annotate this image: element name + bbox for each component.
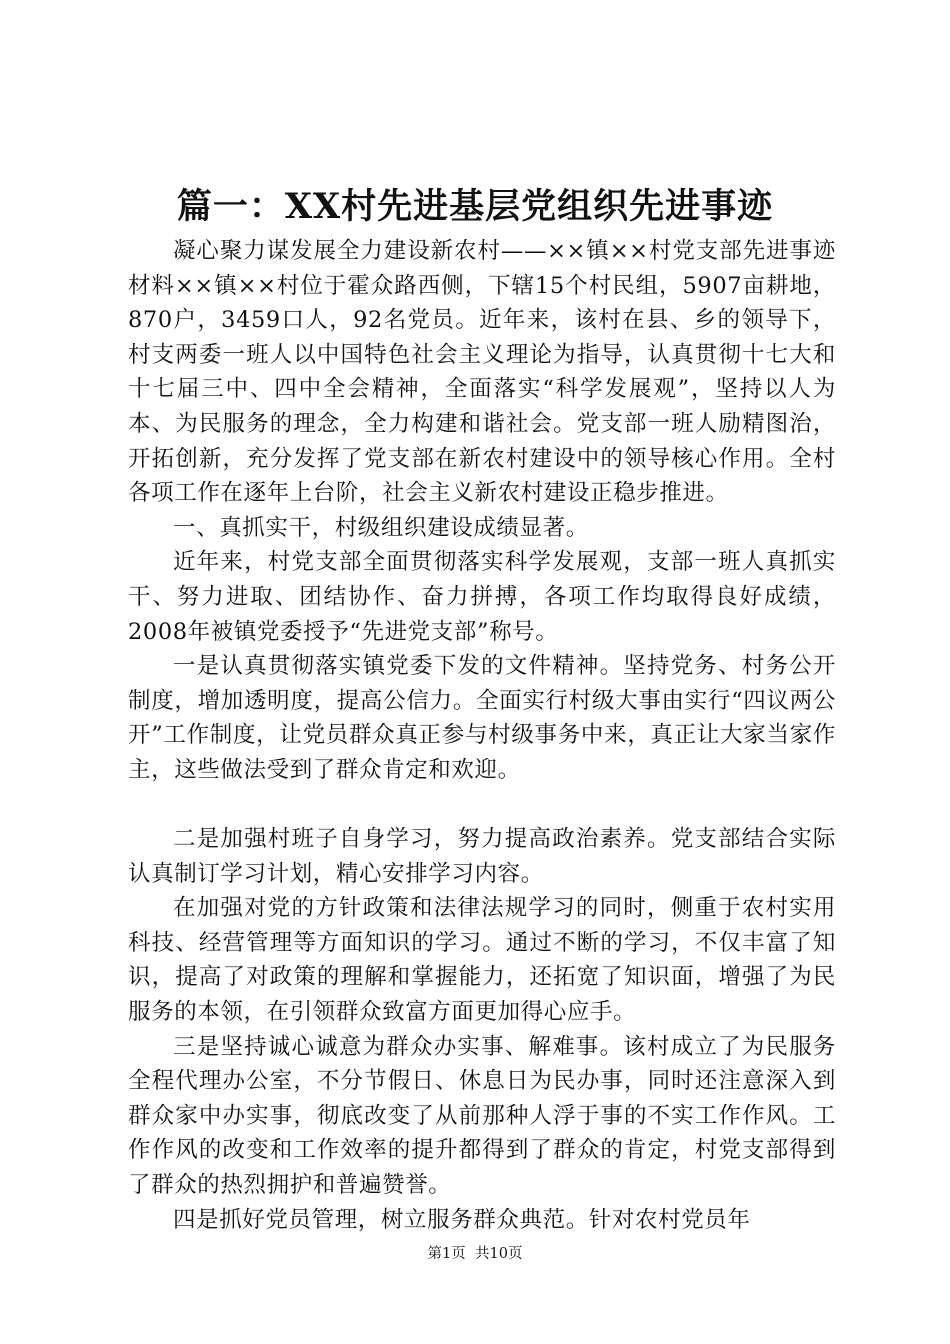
paragraph-point-2-detail: 在加强对党的方针政策和法律法规学习的同时，侧重于农村实用科技、经营管理等方面知识的学习。通过不断的学习，不仅丰富了知识，提高了对政策的理解和掌握能力，还拓宽了知识面，增强了为民服务的本领，在引领群众致富方面更加得心应手。 [128, 895, 836, 1026]
paragraph-point-3: 三是坚持诚心诚意为群众办实事、解难事。该村成立了为民服务全程代理办公室，不分节假日、休息日为民办事，同时还注意深入到群众家中办实事，彻底改变了从前那种人浮于事的不实工作作风。工作作风的改变和工作效率的提升都得到了群众的肯定，村党支部得到了群众的热烈拥护和普遍赞誉。 [128, 1033, 836, 1199]
document-body [128, 234, 836, 1237]
paragraph-point-1: 一是认真贯彻落实镇党委下发的文件精神。坚持党务、村务公开制度，增加透明度，提高公信力。全面实行村级大事由实行“四议两公开”工作制度，让党员群众真正参与村级事务中来，真正让大家当家作主，这些做法受到了群众肯定和欢迎。 [128, 653, 836, 783]
page-total: 共10页 [475, 1246, 523, 1262]
paragraph-intro: 凝心聚力谋发展全力建设新农村——××镇××村党支部先进事迹材料××镇××村位于霍众路西侧，下辖15个村民组，5907亩耕地，870户，3459口人，92名党员。近年来，该村在县、乡的领导下，村支两委一班人以中国特色社会主义理论为指导，认真贯彻十七大和十七届三中、四中全会精神，全面落实“科学发展观”，坚持以人为本、为民服务的理念，全力构建和谐社会。党支部一班人励精图治，开拓创新，充分发挥了党支部在新农村建设中的领导核心作用。全村各项工作在逐年上台阶，社会主义新农村建设正稳步推进。 [128, 238, 836, 507]
paragraph-section-1: 近年来，村党支部全面贯彻落实科学发展观，支部一班人真抓实干、努力进取、团结协作、奋力拼搏，各项工作均取得良好成绩，2008年被镇党委授予“先进党支部”称号。 [128, 549, 836, 645]
paragraph-point-4: 四是抓好党员管理，树立服务群众典范。针对农村党员年 [173, 1206, 751, 1233]
page-number: 第1页 [427, 1246, 466, 1262]
footer-separator [466, 1246, 475, 1262]
document-title: 篇一：XX村先进基层党组织先进事迹 [176, 186, 774, 227]
page-footer [0, 1244, 950, 1264]
paragraph-point-2: 二是加强村班子自身学习，努力提高政治素养。党支部结合实际认真制订学习计划，精心安排学习内容。 [128, 826, 836, 887]
paragraph-spacer [128, 788, 836, 823]
section-heading-1: 一、真抓实干，村级组织建设成绩显著。 [173, 514, 589, 541]
